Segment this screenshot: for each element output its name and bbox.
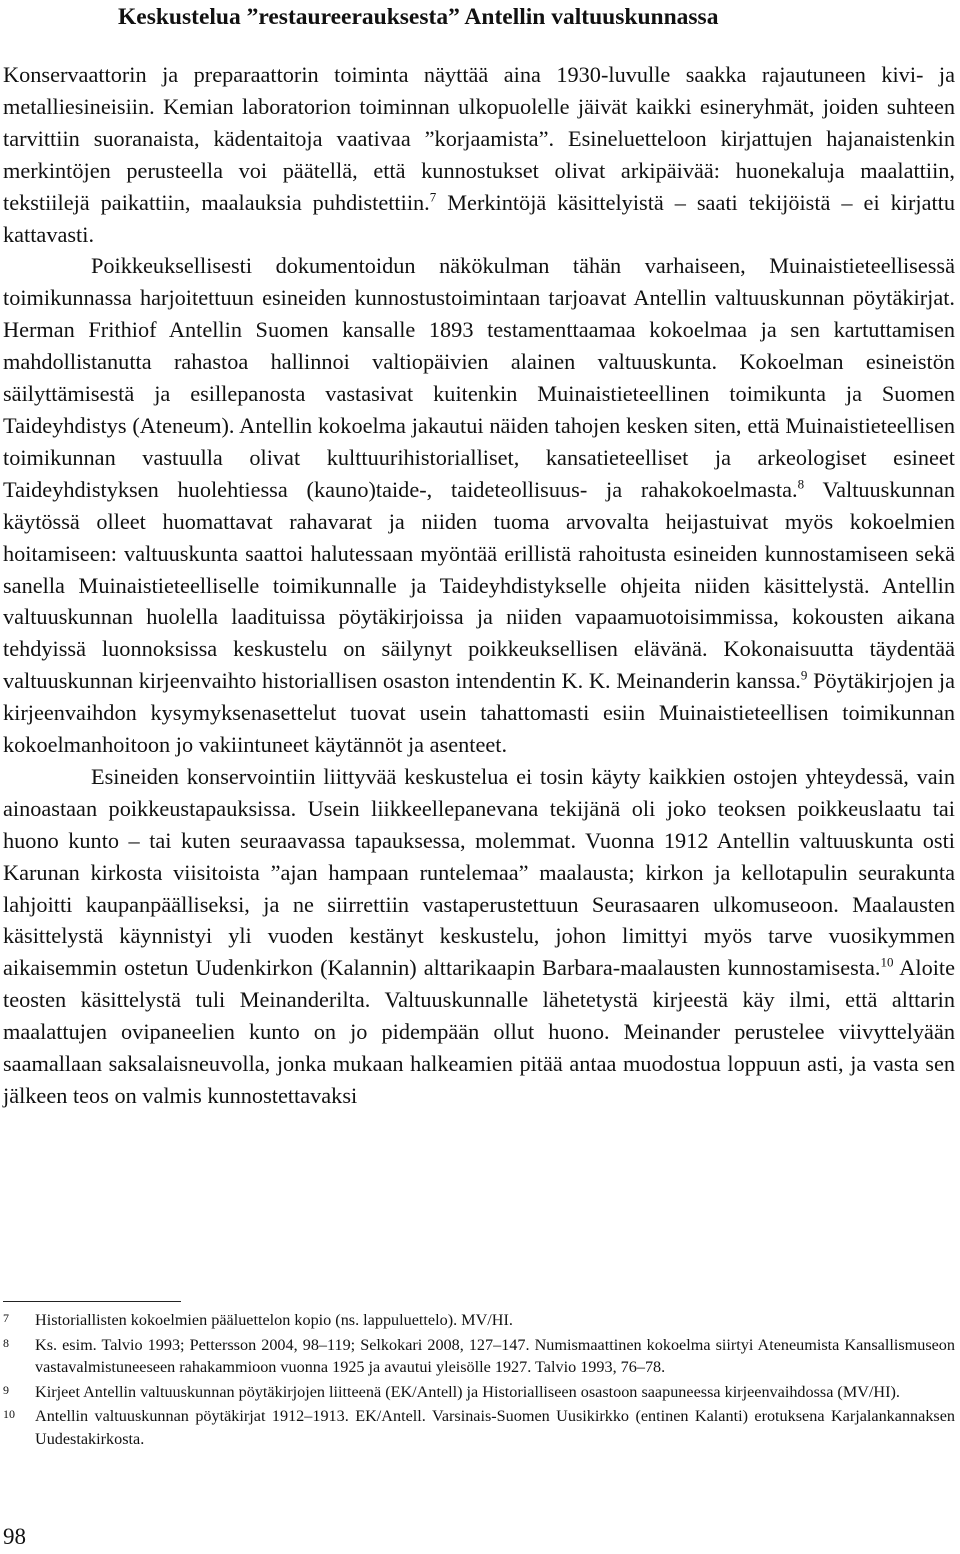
paragraph-3	[3, 761, 955, 1112]
footnote-ref-10[interactable]: 10	[880, 954, 894, 970]
footnote-number: 10	[3, 1407, 15, 1422]
paragraph-2-text-2: Valtuuskunnan käytössä olleet huomattavat rahavarat ja niiden tuoma arvovalta heijastuivat myös kokoelmien hoitamiseen: valtuuskunta saattoi halutessaan myöntää erillistä rahoitusta esineiden kunnostamiseen sekä sanella Muinaistieteelliselle toimikunnalle ja Taideyhdistykselle ohjeita niiden käsittelystä. Antellin valtuuskunnan huolella laadituissa pöytäkirjoissa ja niiden vapaamuotoisimmissa, kokousten aikana tehdyissä luonnoksissa keskustelu on säilynyt poikkeuksellisen elävänä. Kokonaisuutta täydentää valtuuskunnan kirjeenvaihto historiallisen osaston intendentin K. K. Meinanderin kanssa.	[3, 476, 956, 694]
page-number: 98	[3, 1524, 26, 1549]
footnote-text: Ks. esim. Talvio 1993; Pettersson 2004, 98–119; Selkokari 2008, 127–147. Numismaattinen kokoelma siirtyi Ateneumista Kansallismuseon vastavalmistuneeseen rahakammioon vuonna 1925 ja avautui yleisölle 1927. Talvio 1993, 76–78.	[35, 1335, 955, 1377]
footnote-ref-9[interactable]: 9	[800, 667, 808, 683]
footnote-8	[3, 1334, 955, 1379]
footnote-text: Historiallisten kokoelmien pääluettelon kopio (ns. lappuluettelo). MV/HI.	[35, 1311, 513, 1329]
footnote-text: Antellin valtuuskunnan pöytäkirjat 1912–1913. EK/Antell. Varsinais-Suomen Uusikirkko (entinen Kalanti) erotuksena Karjalankannaksen Uudestakirkosta.	[35, 1407, 955, 1448]
paragraph-1-text-1: Konservaattorin ja preparaattorin toiminta näyttää aina 1930-luvulle saakka rajautuneen kivi- ja metalliesineisiin. Kemian laboratorion toiminnan ulkopuolelle jäivät kaikki esineryhmät, joiden suhteen tarvittiin suoranaista, kädentaitoja vaativaa ”korjaamista”. Esineluetteloon kirjattujen hajanaistenkin merkintöjen perusteella voi päätellä, että kunnostukset olivat arkipäivää: huonekaluja maalattiin, tekstiilejä paikattiin, maalauksia puhdistettiin.	[3, 62, 955, 215]
footnote-number: 9	[3, 1382, 9, 1397]
footnote-ref-7[interactable]: 7	[429, 189, 437, 205]
paragraph-2-text-3: Pöytäkirjojen ja kirjeenvaihdon kysymyksenasettelut tuovat usein tahattomasti esiin Muinaistieteellisen toimikunnan kokoelmanhoitoon jo vakiintuneet käytännöt ja asenteet.	[3, 668, 955, 758]
footnote-text: Kirjeet Antellin valtuuskunnan pöytäkirjojen liitteenä (EK/Antell) ja Historialliseen osastoon saapuneessa kirjeenvaihdossa (MV/HI).	[35, 1382, 900, 1401]
paragraph-2	[3, 250, 955, 761]
paragraph-3-text-1: Esineiden konservointiin liittyvää keskustelua ei tosin käyty kaikkien ostojen yhteydessä, vain ainoastaan poikkeustapauksissa. Usein liikkeellepanevana tekijänä oli joko teoksen poikkeuslaatu tai huono kunto – tai kuten seuraavassa tapauksessa, molemmat. Vuonna 1912 Antellin valtuuskunta osti Karunan kirkosta viisitoista ”ajan hampaan runtelemaa” maalausta; kirkon ja kellotapulin seurakunta lahjoitti kaupanpäälliseksi, ja ne siirrettiin vastaperustettuun Seurasaaren ulkomuseoon. Maalausten käsittelystä käynnistyi yli vuoden kestänyt keskustelu, johon limittyi myös tarve vuosikymmen aikaisemmin ostetun Uudenkirkon (Kalannin) alttarikaapin Barbara-maalausten kunnostamisesta.	[3, 763, 955, 981]
footnote-number: 8	[3, 1335, 9, 1350]
footnote-9	[3, 1381, 955, 1404]
footnote-number: 7	[3, 1311, 9, 1325]
paragraph-2-text-1: Poikkeuksellisesti dokumentoidun näkökulman tähän varhaiseen, Muinaistieteellisessä toimikunnassa harjoitettuun esineiden kunnostustoimintaan tarjoavat Antellin valtuuskunnan pöytäkirjat. Herman Frithiof Antellin Suomen kansalle 1893 testamenttaamaa kokoelmaa ja sen kartuttamisen mahdollistanutta rahastoa hallinnoi valtiopäivien alainen valtuuskunta. Kokoelman esineistön säilyttämisestä ja esillepanosta vastasivat kuitenkin Muinaistieteellinen toimikunta ja Suomen Taideyhdistys (Ateneum). Antellin kokoelma jakautui näiden tahojen kesken siten, että Muinaistieteellisen toimikunnan vastuulla olivat kulttuurihistorialliset, kansatieteelliset ja arkeologiset esineet Taideyhdistyksen huolehtiessa (kauno)taide-, taideteollisuus- ja rahakokoelmasta.	[3, 253, 955, 502]
footnote-7	[3, 1309, 955, 1332]
footnote-ref-8[interactable]: 8	[797, 476, 805, 492]
body-text	[3, 59, 955, 1112]
paragraph-1	[3, 59, 955, 250]
footnote-separator	[3, 1301, 181, 1302]
paragraph-1-text-2: Merkintöjä käsittelyistä – saati tekijöistä – ei kirjattu kattavasti.	[3, 189, 956, 247]
section-heading: Keskustelua ”restaureerauksesta” Antellin valtuuskunnassa	[118, 4, 719, 30]
footnotes	[3, 1309, 955, 1453]
footnote-10	[3, 1405, 955, 1450]
paragraph-3-text-2: Aloite teosten käsittelystä tuli Meinanderilta. Valtuuskunnalle lähetetystä kirjeestä käy ilmi, että alttarin maalattujen ovipaneelien kunto on jo pidempään ollut huono. Meinander perustelee viivyttelyään saamallaan saksalaisneuvolla, jonka mukaan halkeamien pitää antaa muodostua loppuun asti, ja vasta sen jälkeen teos on valmis kunnostettavaksi	[3, 955, 956, 1108]
